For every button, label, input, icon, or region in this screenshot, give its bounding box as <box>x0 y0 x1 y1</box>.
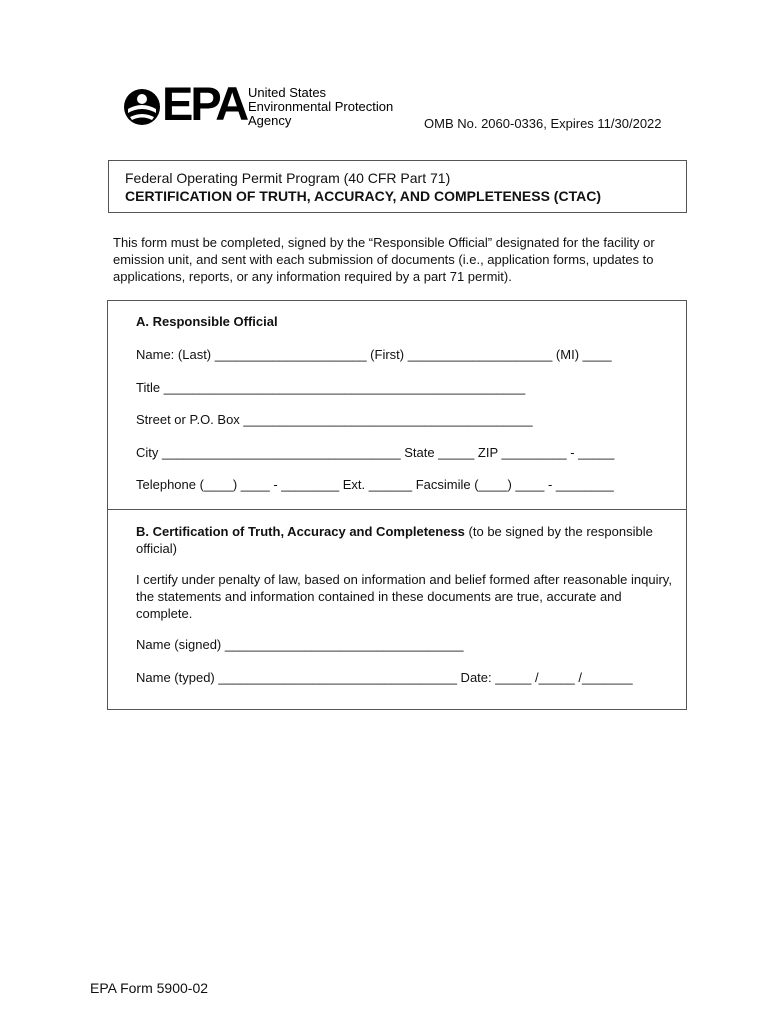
typed-name-date-field[interactable]: Name (typed) _________________________________ Date: _____ /_____ /_______ <box>136 670 633 685</box>
section-b-heading: B. Certification of Truth, Accuracy and Completeness (to be signed by the responsible official) <box>136 524 653 556</box>
omb-number: OMB No. 2060-0336, Expires 11/30/2022 <box>424 116 662 131</box>
epa-logo-text: EPA <box>162 77 247 130</box>
certification-text: I certify under penalty of law, based on information and belief formed after reasonable inquiry, the statements and information contained in these documents are true, accurate and complete. <box>136 572 672 621</box>
name-field[interactable]: Name: (Last) _____________________ (First) ____________________ (MI) ____ <box>136 347 612 362</box>
epa-flower-icon <box>122 87 162 127</box>
section-a-heading: A. Responsible Official <box>136 314 278 329</box>
signed-name-field[interactable]: Name (signed) _________________________________ <box>136 637 464 652</box>
epa-logo <box>122 77 422 130</box>
title-field[interactable]: Title __________________________________________________ <box>136 380 526 395</box>
telephone-fax-field[interactable]: Telephone (____) ____ - ________ Ext. ______ Facsimile (____) ____ - ________ <box>136 477 614 492</box>
form-box <box>107 300 687 710</box>
form-number: EPA Form 5900-02 <box>90 980 209 996</box>
intro-text: This form must be completed, signed by the “Responsible Official” designated for the facility or emission unit, and sent with each submission of documents (i.e., application forms, updates to applications, reports, or any information required by a part 71 permit). <box>113 235 655 284</box>
program-title: Federal Operating Permit Program (40 CFR Part 71) <box>125 170 451 186</box>
section-divider <box>108 509 686 510</box>
street-field[interactable]: Street or P.O. Box ________________________________________ <box>136 412 533 427</box>
agency-name: United States Environmental Protection Agency <box>248 85 394 128</box>
city-state-zip-field[interactable]: City _________________________________ State _____ ZIP _________ - _____ <box>136 445 615 460</box>
form-title: CERTIFICATION OF TRUTH, ACCURACY, AND COMPLETENESS (CTAC) <box>125 188 601 204</box>
form-title-box <box>108 160 687 213</box>
